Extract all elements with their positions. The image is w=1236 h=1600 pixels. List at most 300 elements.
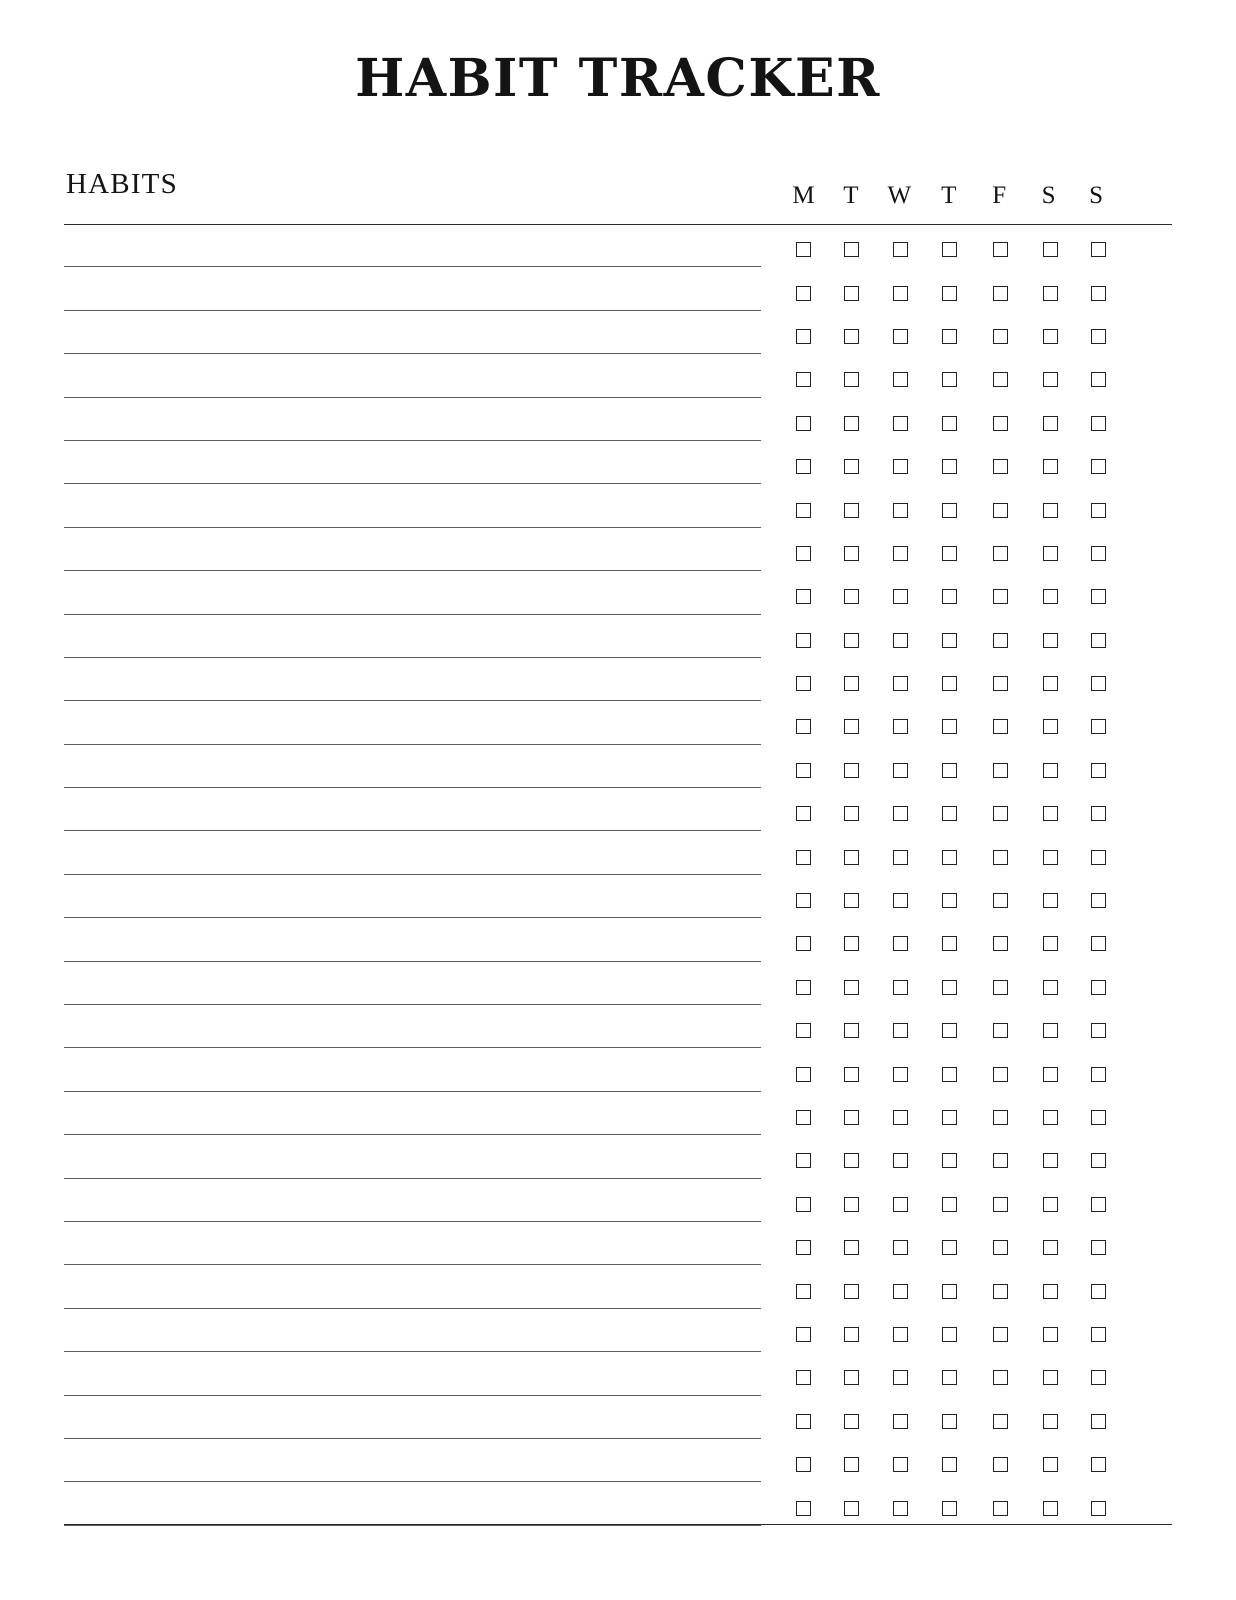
checkbox-icon[interactable]: [796, 372, 811, 387]
checkbox-cell-saturday[interactable]: [1027, 1414, 1075, 1429]
checkbox-cell-tuesday[interactable]: [828, 416, 876, 431]
habit-line-input[interactable]: [64, 875, 761, 918]
checkbox-icon[interactable]: [844, 1023, 859, 1038]
checkbox-cell-saturday[interactable]: [1027, 1284, 1075, 1299]
checkbox-cell-thursday[interactable]: [925, 1067, 975, 1082]
checkbox-cell-sunday[interactable]: [1074, 286, 1122, 301]
checkbox-cell-friday[interactable]: [975, 1067, 1027, 1082]
checkbox-icon[interactable]: [796, 893, 811, 908]
habit-line-input[interactable]: [64, 224, 761, 267]
checkbox-cell-monday[interactable]: [780, 1197, 828, 1212]
checkbox-cell-sunday[interactable]: [1074, 719, 1122, 734]
checkbox-icon[interactable]: [893, 546, 908, 561]
checkbox-cell-friday[interactable]: [975, 633, 1027, 648]
checkbox-icon[interactable]: [796, 1197, 811, 1212]
checkbox-icon[interactable]: [1043, 850, 1058, 865]
checkbox-cell-friday[interactable]: [975, 416, 1027, 431]
checkbox-cell-thursday[interactable]: [925, 719, 975, 734]
checkbox-icon[interactable]: [993, 1457, 1008, 1472]
checkbox-icon[interactable]: [893, 850, 908, 865]
checkbox-cell-thursday[interactable]: [925, 1023, 975, 1038]
checkbox-icon[interactable]: [942, 546, 957, 561]
checkbox-icon[interactable]: [942, 1110, 957, 1125]
habit-line-input[interactable]: [64, 528, 761, 571]
checkbox-icon[interactable]: [1091, 893, 1106, 908]
checkbox-icon[interactable]: [993, 1501, 1008, 1516]
checkbox-icon[interactable]: [893, 329, 908, 344]
checkbox-cell-sunday[interactable]: [1074, 936, 1122, 951]
checkbox-cell-sunday[interactable]: [1074, 1067, 1122, 1082]
checkbox-cell-sunday[interactable]: [1074, 589, 1122, 604]
checkbox-cell-saturday[interactable]: [1027, 589, 1075, 604]
checkbox-icon[interactable]: [893, 1110, 908, 1125]
checkbox-icon[interactable]: [1091, 806, 1106, 821]
checkbox-icon[interactable]: [844, 980, 859, 995]
checkbox-cell-monday[interactable]: [780, 1370, 828, 1385]
checkbox-cell-sunday[interactable]: [1074, 1284, 1122, 1299]
checkbox-cell-thursday[interactable]: [925, 372, 975, 387]
checkbox-cell-tuesday[interactable]: [828, 1370, 876, 1385]
checkbox-icon[interactable]: [993, 850, 1008, 865]
checkbox-cell-thursday[interactable]: [925, 1197, 975, 1212]
checkbox-cell-thursday[interactable]: [925, 1240, 975, 1255]
checkbox-icon[interactable]: [796, 633, 811, 648]
checkbox-icon[interactable]: [942, 1457, 957, 1472]
checkbox-cell-wednesday[interactable]: [875, 806, 925, 821]
checkbox-icon[interactable]: [993, 1067, 1008, 1082]
checkbox-icon[interactable]: [993, 806, 1008, 821]
checkbox-icon[interactable]: [893, 936, 908, 951]
habit-line-input[interactable]: [64, 962, 761, 1005]
checkbox-icon[interactable]: [1091, 1501, 1106, 1516]
checkbox-icon[interactable]: [993, 1240, 1008, 1255]
checkbox-icon[interactable]: [993, 416, 1008, 431]
checkbox-icon[interactable]: [796, 763, 811, 778]
checkbox-cell-thursday[interactable]: [925, 416, 975, 431]
checkbox-icon[interactable]: [942, 1067, 957, 1082]
checkbox-icon[interactable]: [1091, 242, 1106, 257]
checkbox-cell-tuesday[interactable]: [828, 589, 876, 604]
checkbox-icon[interactable]: [1091, 1240, 1106, 1255]
checkbox-icon[interactable]: [796, 1023, 811, 1038]
checkbox-cell-monday[interactable]: [780, 1153, 828, 1168]
checkbox-cell-monday[interactable]: [780, 676, 828, 691]
checkbox-cell-sunday[interactable]: [1074, 242, 1122, 257]
habit-line-input[interactable]: [64, 1439, 761, 1482]
checkbox-icon[interactable]: [942, 329, 957, 344]
checkbox-icon[interactable]: [993, 1284, 1008, 1299]
checkbox-icon[interactable]: [1043, 459, 1058, 474]
habit-line-input[interactable]: [64, 354, 761, 397]
checkbox-cell-tuesday[interactable]: [828, 1327, 876, 1342]
checkbox-icon[interactable]: [893, 980, 908, 995]
checkbox-icon[interactable]: [942, 763, 957, 778]
habit-line-input[interactable]: [64, 701, 761, 744]
checkbox-cell-tuesday[interactable]: [828, 1153, 876, 1168]
checkbox-icon[interactable]: [796, 1284, 811, 1299]
checkbox-cell-monday[interactable]: [780, 980, 828, 995]
checkbox-cell-tuesday[interactable]: [828, 286, 876, 301]
checkbox-cell-saturday[interactable]: [1027, 1457, 1075, 1472]
checkbox-icon[interactable]: [796, 1327, 811, 1342]
checkbox-cell-saturday[interactable]: [1027, 546, 1075, 561]
habit-line-input[interactable]: [64, 571, 761, 614]
checkbox-cell-tuesday[interactable]: [828, 372, 876, 387]
checkbox-icon[interactable]: [993, 633, 1008, 648]
checkbox-icon[interactable]: [796, 589, 811, 604]
checkbox-icon[interactable]: [1091, 1370, 1106, 1385]
checkbox-icon[interactable]: [796, 459, 811, 474]
checkbox-icon[interactable]: [1043, 589, 1058, 604]
checkbox-icon[interactable]: [1043, 416, 1058, 431]
checkbox-icon[interactable]: [844, 372, 859, 387]
checkbox-cell-saturday[interactable]: [1027, 286, 1075, 301]
checkbox-icon[interactable]: [893, 893, 908, 908]
checkbox-cell-wednesday[interactable]: [875, 1414, 925, 1429]
checkbox-cell-monday[interactable]: [780, 1501, 828, 1516]
checkbox-icon[interactable]: [993, 372, 1008, 387]
checkbox-cell-thursday[interactable]: [925, 806, 975, 821]
checkbox-cell-tuesday[interactable]: [828, 936, 876, 951]
checkbox-cell-sunday[interactable]: [1074, 806, 1122, 821]
checkbox-icon[interactable]: [993, 1110, 1008, 1125]
checkbox-icon[interactable]: [1091, 589, 1106, 604]
checkbox-icon[interactable]: [942, 1023, 957, 1038]
checkbox-cell-friday[interactable]: [975, 546, 1027, 561]
checkbox-icon[interactable]: [796, 242, 811, 257]
checkbox-icon[interactable]: [1091, 719, 1106, 734]
checkbox-icon[interactable]: [993, 503, 1008, 518]
checkbox-cell-tuesday[interactable]: [828, 806, 876, 821]
checkbox-icon[interactable]: [893, 589, 908, 604]
checkbox-icon[interactable]: [1091, 459, 1106, 474]
checkbox-icon[interactable]: [1091, 546, 1106, 561]
checkbox-icon[interactable]: [942, 1153, 957, 1168]
checkbox-cell-saturday[interactable]: [1027, 806, 1075, 821]
checkbox-icon[interactable]: [844, 1414, 859, 1429]
habit-line-input[interactable]: [64, 745, 761, 788]
checkbox-icon[interactable]: [1043, 893, 1058, 908]
checkbox-icon[interactable]: [1091, 980, 1106, 995]
checkbox-cell-wednesday[interactable]: [875, 719, 925, 734]
checkbox-cell-tuesday[interactable]: [828, 1240, 876, 1255]
checkbox-cell-tuesday[interactable]: [828, 329, 876, 344]
checkbox-cell-sunday[interactable]: [1074, 980, 1122, 995]
checkbox-icon[interactable]: [796, 1240, 811, 1255]
checkbox-icon[interactable]: [893, 1327, 908, 1342]
checkbox-cell-friday[interactable]: [975, 372, 1027, 387]
checkbox-icon[interactable]: [1091, 676, 1106, 691]
checkbox-icon[interactable]: [844, 503, 859, 518]
checkbox-icon[interactable]: [993, 719, 1008, 734]
checkbox-cell-wednesday[interactable]: [875, 633, 925, 648]
habit-line-input[interactable]: [64, 615, 761, 658]
checkbox-icon[interactable]: [1043, 980, 1058, 995]
checkbox-cell-monday[interactable]: [780, 893, 828, 908]
checkbox-cell-saturday[interactable]: [1027, 633, 1075, 648]
checkbox-cell-tuesday[interactable]: [828, 1284, 876, 1299]
checkbox-icon[interactable]: [942, 1501, 957, 1516]
checkbox-cell-monday[interactable]: [780, 1327, 828, 1342]
checkbox-cell-thursday[interactable]: [925, 589, 975, 604]
checkbox-icon[interactable]: [942, 633, 957, 648]
checkbox-icon[interactable]: [942, 589, 957, 604]
checkbox-cell-monday[interactable]: [780, 1067, 828, 1082]
checkbox-icon[interactable]: [993, 1327, 1008, 1342]
checkbox-icon[interactable]: [844, 850, 859, 865]
checkbox-cell-sunday[interactable]: [1074, 329, 1122, 344]
checkbox-cell-wednesday[interactable]: [875, 1067, 925, 1082]
checkbox-icon[interactable]: [893, 633, 908, 648]
checkbox-cell-thursday[interactable]: [925, 1501, 975, 1516]
checkbox-cell-friday[interactable]: [975, 1370, 1027, 1385]
checkbox-icon[interactable]: [993, 936, 1008, 951]
checkbox-cell-tuesday[interactable]: [828, 980, 876, 995]
checkbox-icon[interactable]: [893, 1457, 908, 1472]
checkbox-icon[interactable]: [796, 1153, 811, 1168]
checkbox-icon[interactable]: [893, 676, 908, 691]
checkbox-cell-wednesday[interactable]: [875, 1153, 925, 1168]
checkbox-cell-saturday[interactable]: [1027, 763, 1075, 778]
checkbox-icon[interactable]: [796, 1501, 811, 1516]
checkbox-icon[interactable]: [1091, 286, 1106, 301]
checkbox-cell-wednesday[interactable]: [875, 459, 925, 474]
checkbox-cell-saturday[interactable]: [1027, 459, 1075, 474]
checkbox-cell-saturday[interactable]: [1027, 1197, 1075, 1212]
checkbox-cell-sunday[interactable]: [1074, 1370, 1122, 1385]
checkbox-cell-friday[interactable]: [975, 936, 1027, 951]
checkbox-cell-saturday[interactable]: [1027, 980, 1075, 995]
habit-line-input[interactable]: [64, 1005, 761, 1048]
checkbox-cell-wednesday[interactable]: [875, 1240, 925, 1255]
checkbox-icon[interactable]: [1043, 1197, 1058, 1212]
habit-line-input[interactable]: [64, 1482, 761, 1525]
checkbox-cell-saturday[interactable]: [1027, 1370, 1075, 1385]
checkbox-icon[interactable]: [796, 546, 811, 561]
checkbox-icon[interactable]: [893, 806, 908, 821]
checkbox-icon[interactable]: [942, 1370, 957, 1385]
checkbox-icon[interactable]: [993, 329, 1008, 344]
checkbox-cell-wednesday[interactable]: [875, 1327, 925, 1342]
checkbox-icon[interactable]: [1043, 242, 1058, 257]
checkbox-icon[interactable]: [1091, 763, 1106, 778]
checkbox-icon[interactable]: [796, 329, 811, 344]
checkbox-icon[interactable]: [844, 1501, 859, 1516]
checkbox-cell-sunday[interactable]: [1074, 1501, 1122, 1516]
checkbox-cell-wednesday[interactable]: [875, 1457, 925, 1472]
habit-line-input[interactable]: [64, 441, 761, 484]
checkbox-icon[interactable]: [1091, 1110, 1106, 1125]
checkbox-icon[interactable]: [893, 503, 908, 518]
checkbox-icon[interactable]: [1043, 1327, 1058, 1342]
checkbox-icon[interactable]: [993, 459, 1008, 474]
checkbox-cell-monday[interactable]: [780, 286, 828, 301]
checkbox-cell-friday[interactable]: [975, 1457, 1027, 1472]
checkbox-icon[interactable]: [893, 1501, 908, 1516]
checkbox-icon[interactable]: [893, 372, 908, 387]
checkbox-cell-thursday[interactable]: [925, 893, 975, 908]
checkbox-cell-saturday[interactable]: [1027, 893, 1075, 908]
checkbox-icon[interactable]: [1091, 1023, 1106, 1038]
checkbox-cell-wednesday[interactable]: [875, 1370, 925, 1385]
checkbox-icon[interactable]: [993, 546, 1008, 561]
checkbox-cell-monday[interactable]: [780, 1023, 828, 1038]
habit-line-input[interactable]: [64, 484, 761, 527]
checkbox-icon[interactable]: [942, 286, 957, 301]
checkbox-cell-monday[interactable]: [780, 416, 828, 431]
checkbox-cell-saturday[interactable]: [1027, 1501, 1075, 1516]
checkbox-cell-tuesday[interactable]: [828, 503, 876, 518]
checkbox-icon[interactable]: [1043, 1414, 1058, 1429]
checkbox-icon[interactable]: [796, 676, 811, 691]
checkbox-icon[interactable]: [942, 719, 957, 734]
checkbox-cell-tuesday[interactable]: [828, 242, 876, 257]
checkbox-cell-sunday[interactable]: [1074, 763, 1122, 778]
checkbox-cell-saturday[interactable]: [1027, 1023, 1075, 1038]
habit-line-input[interactable]: [64, 1092, 761, 1135]
checkbox-cell-friday[interactable]: [975, 850, 1027, 865]
checkbox-cell-thursday[interactable]: [925, 546, 975, 561]
checkbox-cell-sunday[interactable]: [1074, 676, 1122, 691]
checkbox-cell-tuesday[interactable]: [828, 1414, 876, 1429]
checkbox-cell-thursday[interactable]: [925, 1457, 975, 1472]
checkbox-cell-friday[interactable]: [975, 980, 1027, 995]
checkbox-icon[interactable]: [993, 676, 1008, 691]
checkbox-cell-tuesday[interactable]: [828, 633, 876, 648]
checkbox-icon[interactable]: [844, 459, 859, 474]
checkbox-cell-friday[interactable]: [975, 242, 1027, 257]
checkbox-icon[interactable]: [1091, 1327, 1106, 1342]
checkbox-cell-friday[interactable]: [975, 286, 1027, 301]
checkbox-cell-saturday[interactable]: [1027, 503, 1075, 518]
checkbox-cell-friday[interactable]: [975, 676, 1027, 691]
habit-line-input[interactable]: [64, 788, 761, 831]
checkbox-icon[interactable]: [796, 503, 811, 518]
checkbox-icon[interactable]: [844, 936, 859, 951]
checkbox-cell-tuesday[interactable]: [828, 850, 876, 865]
checkbox-icon[interactable]: [796, 719, 811, 734]
checkbox-cell-friday[interactable]: [975, 589, 1027, 604]
checkbox-icon[interactable]: [844, 633, 859, 648]
checkbox-icon[interactable]: [796, 1110, 811, 1125]
checkbox-icon[interactable]: [993, 1197, 1008, 1212]
checkbox-cell-sunday[interactable]: [1074, 1197, 1122, 1212]
checkbox-icon[interactable]: [993, 893, 1008, 908]
checkbox-cell-wednesday[interactable]: [875, 416, 925, 431]
checkbox-cell-wednesday[interactable]: [875, 763, 925, 778]
checkbox-icon[interactable]: [844, 1327, 859, 1342]
checkbox-icon[interactable]: [1091, 416, 1106, 431]
checkbox-cell-thursday[interactable]: [925, 633, 975, 648]
checkbox-icon[interactable]: [1091, 633, 1106, 648]
checkbox-cell-monday[interactable]: [780, 242, 828, 257]
checkbox-cell-tuesday[interactable]: [828, 676, 876, 691]
checkbox-cell-friday[interactable]: [975, 1197, 1027, 1212]
habit-line-input[interactable]: [64, 1179, 761, 1222]
checkbox-cell-monday[interactable]: [780, 1457, 828, 1472]
checkbox-icon[interactable]: [844, 1240, 859, 1255]
checkbox-icon[interactable]: [796, 980, 811, 995]
checkbox-icon[interactable]: [893, 286, 908, 301]
checkbox-cell-friday[interactable]: [975, 1284, 1027, 1299]
checkbox-cell-monday[interactable]: [780, 1284, 828, 1299]
checkbox-icon[interactable]: [844, 1197, 859, 1212]
checkbox-icon[interactable]: [993, 1414, 1008, 1429]
checkbox-cell-sunday[interactable]: [1074, 893, 1122, 908]
checkbox-icon[interactable]: [796, 936, 811, 951]
checkbox-cell-saturday[interactable]: [1027, 1110, 1075, 1125]
checkbox-cell-sunday[interactable]: [1074, 850, 1122, 865]
checkbox-cell-thursday[interactable]: [925, 286, 975, 301]
checkbox-icon[interactable]: [1091, 503, 1106, 518]
checkbox-icon[interactable]: [942, 806, 957, 821]
checkbox-cell-friday[interactable]: [975, 806, 1027, 821]
checkbox-cell-monday[interactable]: [780, 763, 828, 778]
checkbox-cell-monday[interactable]: [780, 503, 828, 518]
habit-line-input[interactable]: [64, 831, 761, 874]
checkbox-icon[interactable]: [1091, 372, 1106, 387]
checkbox-icon[interactable]: [1091, 1284, 1106, 1299]
checkbox-cell-sunday[interactable]: [1074, 1327, 1122, 1342]
checkbox-icon[interactable]: [1091, 936, 1106, 951]
checkbox-cell-thursday[interactable]: [925, 980, 975, 995]
checkbox-icon[interactable]: [893, 459, 908, 474]
checkbox-icon[interactable]: [1043, 286, 1058, 301]
checkbox-cell-saturday[interactable]: [1027, 719, 1075, 734]
checkbox-icon[interactable]: [844, 1284, 859, 1299]
checkbox-icon[interactable]: [942, 1414, 957, 1429]
checkbox-cell-friday[interactable]: [975, 1327, 1027, 1342]
checkbox-cell-friday[interactable]: [975, 1501, 1027, 1516]
checkbox-cell-monday[interactable]: [780, 589, 828, 604]
checkbox-icon[interactable]: [893, 416, 908, 431]
checkbox-cell-thursday[interactable]: [925, 1284, 975, 1299]
checkbox-cell-wednesday[interactable]: [875, 329, 925, 344]
checkbox-cell-sunday[interactable]: [1074, 416, 1122, 431]
checkbox-cell-thursday[interactable]: [925, 329, 975, 344]
checkbox-cell-friday[interactable]: [975, 1414, 1027, 1429]
habit-line-input[interactable]: [64, 1265, 761, 1308]
checkbox-cell-saturday[interactable]: [1027, 1067, 1075, 1082]
checkbox-cell-monday[interactable]: [780, 1240, 828, 1255]
checkbox-icon[interactable]: [993, 286, 1008, 301]
checkbox-cell-sunday[interactable]: [1074, 633, 1122, 648]
checkbox-icon[interactable]: [1043, 806, 1058, 821]
checkbox-icon[interactable]: [893, 1023, 908, 1038]
checkbox-icon[interactable]: [993, 589, 1008, 604]
checkbox-cell-tuesday[interactable]: [828, 719, 876, 734]
checkbox-icon[interactable]: [1043, 1457, 1058, 1472]
checkbox-cell-monday[interactable]: [780, 459, 828, 474]
checkbox-cell-sunday[interactable]: [1074, 546, 1122, 561]
checkbox-icon[interactable]: [942, 416, 957, 431]
habit-line-input[interactable]: [64, 1352, 761, 1395]
checkbox-cell-wednesday[interactable]: [875, 1197, 925, 1212]
checkbox-icon[interactable]: [893, 1370, 908, 1385]
checkbox-cell-friday[interactable]: [975, 763, 1027, 778]
checkbox-cell-thursday[interactable]: [925, 242, 975, 257]
habit-line-input[interactable]: [64, 918, 761, 961]
checkbox-icon[interactable]: [844, 763, 859, 778]
checkbox-cell-sunday[interactable]: [1074, 1414, 1122, 1429]
checkbox-cell-wednesday[interactable]: [875, 1110, 925, 1125]
checkbox-icon[interactable]: [993, 1153, 1008, 1168]
checkbox-icon[interactable]: [796, 1067, 811, 1082]
checkbox-icon[interactable]: [942, 893, 957, 908]
checkbox-cell-wednesday[interactable]: [875, 1501, 925, 1516]
habit-line-input[interactable]: [64, 398, 761, 441]
checkbox-icon[interactable]: [942, 242, 957, 257]
